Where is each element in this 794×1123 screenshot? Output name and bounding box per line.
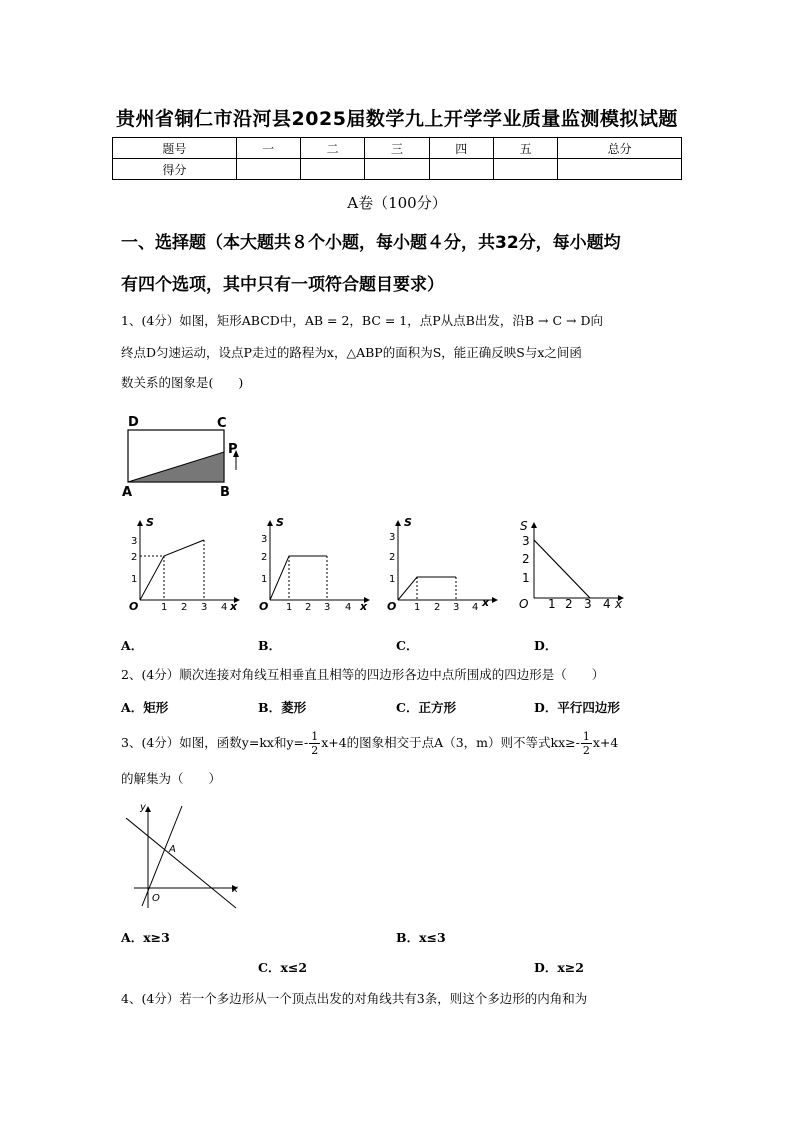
- q3-text-part3: x+4: [592, 735, 619, 750]
- score-table-row: [113, 159, 682, 180]
- fraction-numerator: 1: [311, 730, 319, 743]
- tick-x-3: 3: [453, 602, 460, 612]
- q1-line3: 数关系的图象是( ): [121, 375, 244, 390]
- q4-text: 4、(4分）若一个多边形从一个顶点出发的对角线共有3条，则这个多边形的内角和为: [121, 991, 588, 1006]
- page-title: 贵州省铜仁市沿河县2025届数学九上开学学业质量监测模拟试题: [116, 108, 678, 130]
- label-p: P: [228, 442, 238, 457]
- q2-option-a[interactable]: A．矩形: [121, 700, 169, 715]
- origin-label: O: [129, 600, 139, 612]
- q1-option-b[interactable]: B．: [258, 638, 282, 653]
- tick-y-3: 3: [389, 532, 396, 543]
- score-header-cell: 题号: [113, 138, 237, 159]
- score-row-label: 得分: [113, 159, 237, 180]
- q3-line2: 的解集为（ ）: [121, 771, 222, 786]
- tick-x-4: 4: [472, 602, 479, 612]
- label-b: B: [220, 485, 230, 500]
- q2-option-d[interactable]: D．平行四边形: [534, 700, 620, 715]
- tick-x-3: 3: [201, 602, 208, 612]
- axis-x-label: x: [230, 600, 238, 612]
- tick-x-3: 3: [324, 602, 331, 612]
- q2-option-b[interactable]: B．菱形: [258, 700, 307, 715]
- tick-y-2: 2: [261, 552, 268, 563]
- q1-option-a[interactable]: A．: [121, 638, 144, 653]
- q3-line1: [121, 728, 686, 758]
- score-cell: [365, 159, 429, 180]
- axis-s-label: S: [146, 516, 154, 529]
- axis-s-label: S: [404, 516, 412, 529]
- q1-graph-c: [378, 512, 503, 612]
- label-a: A: [122, 485, 133, 500]
- q3-option-a[interactable]: A．x≥3: [121, 930, 170, 945]
- point-a-label: A: [169, 844, 176, 855]
- tick-y-1: 1: [389, 574, 396, 585]
- score-cell: [429, 159, 493, 180]
- tick-x-2: 2: [565, 597, 573, 611]
- fraction-denominator: 2: [582, 744, 590, 757]
- tick-y-1: 1: [131, 574, 138, 585]
- part1-heading-line1: 一、选择题（本大题共８个小题，每小题４分，共32分，每小题均: [121, 233, 621, 253]
- q1-line1: 1、(4分）如图，矩形ABCD中，AB = 2，BC = 1，点P从点B出发，沿B → C → D向: [121, 313, 603, 328]
- score-header-cell: 五: [493, 138, 557, 159]
- axis-s-label: S: [520, 519, 528, 533]
- origin-label: O: [152, 893, 160, 904]
- tick-y-3: 3: [131, 536, 138, 547]
- tick-y-2: 2: [131, 552, 138, 563]
- score-cell: [300, 159, 364, 180]
- score-cell: [558, 159, 682, 180]
- q1-rectangle-figure: [118, 410, 258, 502]
- part1-heading-line2: 有四个选项，其中只有一项符合题目要求）: [121, 275, 444, 295]
- score-header-cell: 二: [300, 138, 364, 159]
- axis-y-label: y: [140, 802, 146, 813]
- q3-text-part1: 3、(4分）如图，函数y=kx和y=-: [121, 735, 309, 750]
- axis-x-label: x: [360, 600, 368, 612]
- score-header-cell: 四: [429, 138, 493, 159]
- tick-x-1: 1: [414, 602, 421, 612]
- axis-x-label: x: [232, 884, 238, 895]
- q2-option-c[interactable]: C．正方形: [396, 700, 456, 715]
- origin-label: O: [519, 597, 529, 611]
- tick-x-2: 2: [181, 602, 188, 612]
- q1-option-c[interactable]: C．: [396, 638, 419, 653]
- score-cell: [493, 159, 557, 180]
- score-cell: [236, 159, 300, 180]
- tick-y-3: 3: [261, 534, 268, 545]
- q3-figure: [118, 798, 248, 914]
- q3-text-part2: x+4的图象相交于点A（3，m）则不等式kx≥-: [321, 735, 580, 750]
- tick-x-3: 3: [584, 597, 592, 611]
- fraction-numerator: 1: [582, 730, 590, 743]
- tick-x-4: 4: [221, 602, 228, 612]
- section-title: A卷（100分）: [347, 194, 447, 212]
- origin-label: O: [259, 600, 269, 612]
- tick-y-2: 2: [389, 552, 396, 563]
- tick-x-4: 4: [603, 597, 611, 611]
- tick-x-2: 2: [305, 602, 312, 612]
- q2-text: 2、(4分）顺次连接对角线互相垂直且相等的四边形各边中点所围成的四边形是（ ）: [121, 667, 605, 682]
- q1-graph-d: [510, 512, 635, 612]
- axis-x-label: x: [482, 596, 490, 609]
- q1-line2: 终点D匀速运动，设点P走过的路程为x，△ABP的面积为S，能正确反映S与x之间函: [121, 345, 582, 360]
- fraction-half: [309, 730, 320, 757]
- fraction-denominator: 2: [311, 744, 319, 757]
- q3-option-d[interactable]: D．x≥2: [534, 960, 584, 975]
- score-table-header-row: [113, 138, 682, 159]
- tick-x-1: 1: [548, 597, 556, 611]
- tick-y-1: 1: [522, 571, 530, 585]
- tick-y-2: 2: [522, 552, 530, 566]
- tick-x-1: 1: [161, 602, 168, 612]
- axis-s-label: S: [276, 516, 284, 529]
- q3-option-b[interactable]: B．x≤3: [396, 930, 446, 945]
- score-header-cell: 一: [236, 138, 300, 159]
- tick-y-1: 1: [261, 574, 268, 585]
- tick-x-4: 4: [345, 602, 352, 612]
- label-d: D: [128, 415, 139, 430]
- q3-option-c[interactable]: C．x≤2: [258, 960, 308, 975]
- score-header-cell: 三: [365, 138, 429, 159]
- tick-y-3: 3: [522, 534, 530, 548]
- tick-x-2: 2: [434, 602, 441, 612]
- q1-graph-b: [250, 512, 375, 612]
- q1-graph-a: [120, 512, 245, 612]
- tick-x-1: 1: [286, 602, 293, 612]
- score-header-cell: 总分: [558, 138, 682, 159]
- label-c: C: [217, 416, 227, 431]
- score-table: [112, 137, 682, 180]
- origin-label: O: [387, 600, 397, 612]
- q1-option-d[interactable]: D．: [534, 638, 558, 653]
- axis-x-label: x: [615, 597, 623, 611]
- fraction-half: [581, 730, 592, 757]
